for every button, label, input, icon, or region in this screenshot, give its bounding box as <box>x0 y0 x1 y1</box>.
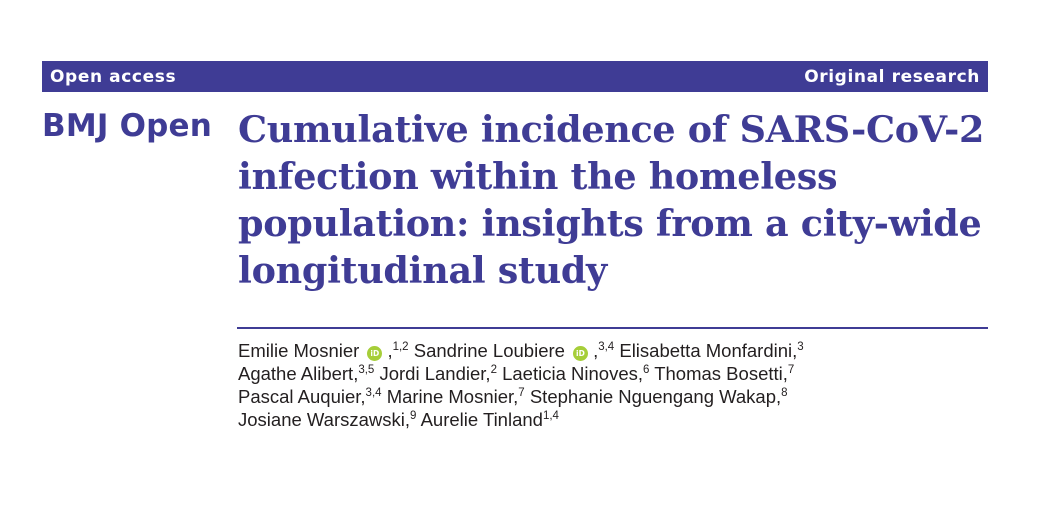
author-name[interactable]: Thomas Bosetti <box>654 363 783 384</box>
journal-name: BMJ Open <box>42 108 213 144</box>
affiliation-sup: 3,4 <box>598 341 615 353</box>
author-name[interactable]: Elisabetta Monfardini <box>619 340 793 361</box>
author-name[interactable]: Stephanie Nguengang Wakap <box>529 386 777 407</box>
affiliation-sup: 1,4 <box>542 410 559 422</box>
author-name[interactable]: Sandrine Loubiere <box>413 340 565 361</box>
open-access-label: Open access <box>50 66 177 87</box>
affiliation-sup: 3,5 <box>358 364 375 376</box>
title-divider <box>237 327 988 329</box>
author-name[interactable]: Marine Mosnier <box>386 386 514 407</box>
affiliation-sup: 7 <box>518 387 525 399</box>
article-category-label: Original research <box>804 66 980 87</box>
author-list: Emilie Mosnier iD ,$^{1,2}$ Sandrine Loubiere iD ,$^{3,4}$ Elisabetta Monfardini,$^3$ Agathe Alibert,$^{3,5}$ Jordi Landier,$^2$ Laeticia Ninoves,$^6$ Thomas Bosetti,$^7$ Pascal Auquier,$^{3,4}$ Marine Mosnier,$^7$ Stephanie Nguengang Wakap,$^8$ Josiane Warszawski,$^9$ Aurelie Tinland$^{1,4}$ <box>238 340 804 430</box>
affiliation-sup: 9 <box>410 410 417 422</box>
article-title <box>238 106 998 294</box>
orcid-icon[interactable]: iD <box>367 346 382 361</box>
title-line: longitudinal study <box>238 249 607 292</box>
affiliation-sup: 2 <box>490 364 497 376</box>
affiliation-sup: 1,2 <box>392 341 409 353</box>
affiliation-sup: 3,4 <box>365 387 382 399</box>
title-line: population: insights from a city-wide <box>238 202 982 245</box>
author-name[interactable]: Pascal Auquier <box>238 386 361 407</box>
affiliation-sup: 7 <box>787 364 795 376</box>
title-line: infection within the homeless <box>238 155 838 198</box>
title-line: Cumulative incidence of SARS-CoV-2 <box>238 108 985 151</box>
author-name[interactable]: Josiane Warszawski <box>238 409 405 430</box>
article-type-banner <box>42 61 988 92</box>
author-name[interactable]: Aurelie Tinland <box>420 409 543 430</box>
author-name[interactable]: Emilie Mosnier <box>238 340 360 361</box>
affiliation-sup: 3 <box>797 341 804 353</box>
author-name[interactable]: Jordi Landier <box>379 363 486 384</box>
author-name[interactable]: Laeticia Ninoves <box>502 363 638 384</box>
affiliation-sup: 8 <box>781 387 788 399</box>
orcid-icon[interactable]: iD <box>573 346 588 361</box>
author-name[interactable]: Agathe Alibert <box>238 363 354 384</box>
affiliation-sup: 6 <box>643 364 650 376</box>
